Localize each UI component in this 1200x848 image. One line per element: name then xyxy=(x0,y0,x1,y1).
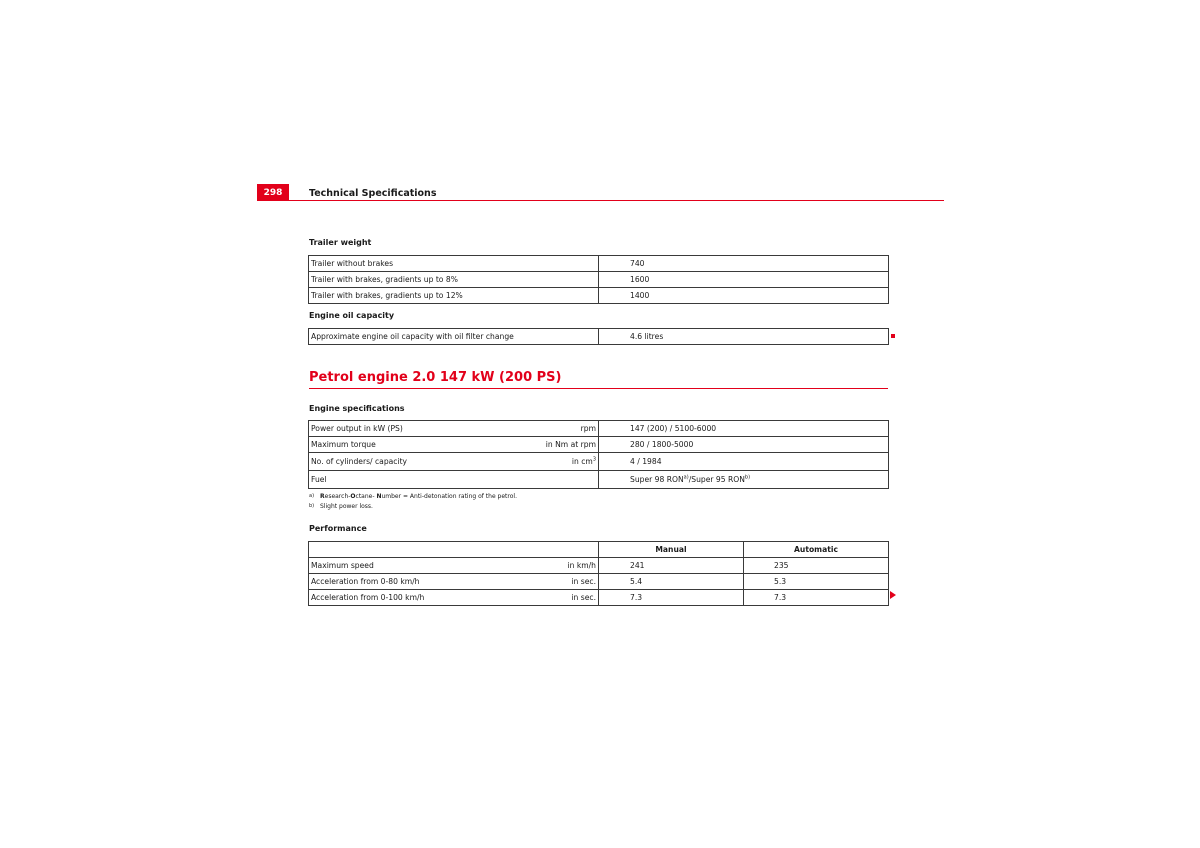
automatic-value: 7.3 xyxy=(744,590,889,606)
engine-label: No. of cylinders/ capacity xyxy=(311,457,408,466)
fuel-value xyxy=(599,471,889,489)
performance-label: Maximum speed xyxy=(311,561,374,570)
fuel-sup-a: a) xyxy=(683,474,689,481)
section-title: Petrol engine 2.0 147 kW (200 PS) xyxy=(309,370,562,385)
footnote-a xyxy=(309,493,517,500)
oil-capacity-heading: Engine oil capacity xyxy=(309,311,395,320)
table-row xyxy=(309,288,889,304)
engine-unit-sup: 3 xyxy=(592,456,596,463)
table-row xyxy=(309,453,889,471)
table-row xyxy=(309,437,889,453)
end-marker-icon xyxy=(891,334,895,338)
trailer-value: 740 xyxy=(599,256,889,272)
engine-spec-heading: Engine specifications xyxy=(309,404,405,413)
trailer-label: Trailer without brakes xyxy=(309,256,599,272)
engine-unit: in Nm at rpm xyxy=(545,440,596,449)
trailer-label: Trailer with brakes, gradients up to 12% xyxy=(309,288,599,304)
engine-unit-wrap xyxy=(572,457,596,466)
trailer-weight-heading: Trailer weight xyxy=(309,238,372,247)
engine-label: Power output in kW (PS) xyxy=(311,424,403,433)
section-divider xyxy=(309,388,888,389)
automatic-value: 235 xyxy=(744,558,889,574)
fuel-label: Fuel xyxy=(309,471,599,489)
trailer-weight-table xyxy=(308,255,889,304)
table-row xyxy=(309,574,889,590)
header-divider xyxy=(257,200,944,201)
performance-heading: Performance xyxy=(309,524,367,533)
automatic-value: 5.3 xyxy=(744,574,889,590)
table-row xyxy=(309,590,889,606)
performance-table xyxy=(308,541,889,606)
trailer-value: 1400 xyxy=(599,288,889,304)
table-row xyxy=(309,471,889,489)
table-row xyxy=(309,421,889,437)
performance-unit: in sec. xyxy=(571,577,596,586)
performance-unit: in sec. xyxy=(571,593,596,602)
manual-value: 241 xyxy=(599,558,744,574)
oil-value: 4.6 litres xyxy=(599,329,889,345)
manual-value: 5.4 xyxy=(599,574,744,590)
page-number: 298 xyxy=(257,184,289,201)
fuel-value-a: Super 98 RON xyxy=(630,475,684,484)
engine-value: 147 (200) / 5100-6000 xyxy=(599,421,889,437)
performance-unit: in km/h xyxy=(567,561,596,570)
fuel-sup-b: b) xyxy=(744,474,751,481)
table-row xyxy=(309,329,889,345)
engine-unit: in cm xyxy=(571,457,593,466)
table-header-row xyxy=(309,542,889,558)
engine-value: 4 / 1984 xyxy=(599,453,889,471)
footnote-mark: a) xyxy=(309,493,315,499)
manual-value: 7.3 xyxy=(599,590,744,606)
header-title: Technical Specifications xyxy=(309,188,437,199)
oil-label: Approximate engine oil capacity with oil filter change xyxy=(309,329,599,345)
trailer-value: 1600 xyxy=(599,272,889,288)
engine-spec-table xyxy=(308,420,889,489)
column-header-manual: Manual xyxy=(599,542,744,558)
footnote-mark: b) xyxy=(309,503,315,509)
table-row xyxy=(309,558,889,574)
column-header-automatic: Automatic xyxy=(744,542,889,558)
footnote-b xyxy=(309,503,373,510)
oil-capacity-table xyxy=(308,328,889,345)
footnote-text: Slight power loss. xyxy=(320,503,373,510)
trailer-label: Trailer with brakes, gradients up to 8% xyxy=(309,272,599,288)
footnote-text: Research-Octane- Number = Anti-detonation rating of the petrol. xyxy=(320,493,517,500)
engine-unit: rpm xyxy=(580,424,596,433)
performance-label: Acceleration from 0-100 km/h xyxy=(311,593,425,602)
fuel-value-b: /Super 95 RON xyxy=(688,475,745,484)
continue-arrow-icon xyxy=(890,591,896,599)
engine-label: Maximum torque xyxy=(311,440,376,449)
table-row xyxy=(309,256,889,272)
engine-value: 280 / 1800-5000 xyxy=(599,437,889,453)
performance-label: Acceleration from 0-80 km/h xyxy=(311,577,420,586)
table-row xyxy=(309,272,889,288)
